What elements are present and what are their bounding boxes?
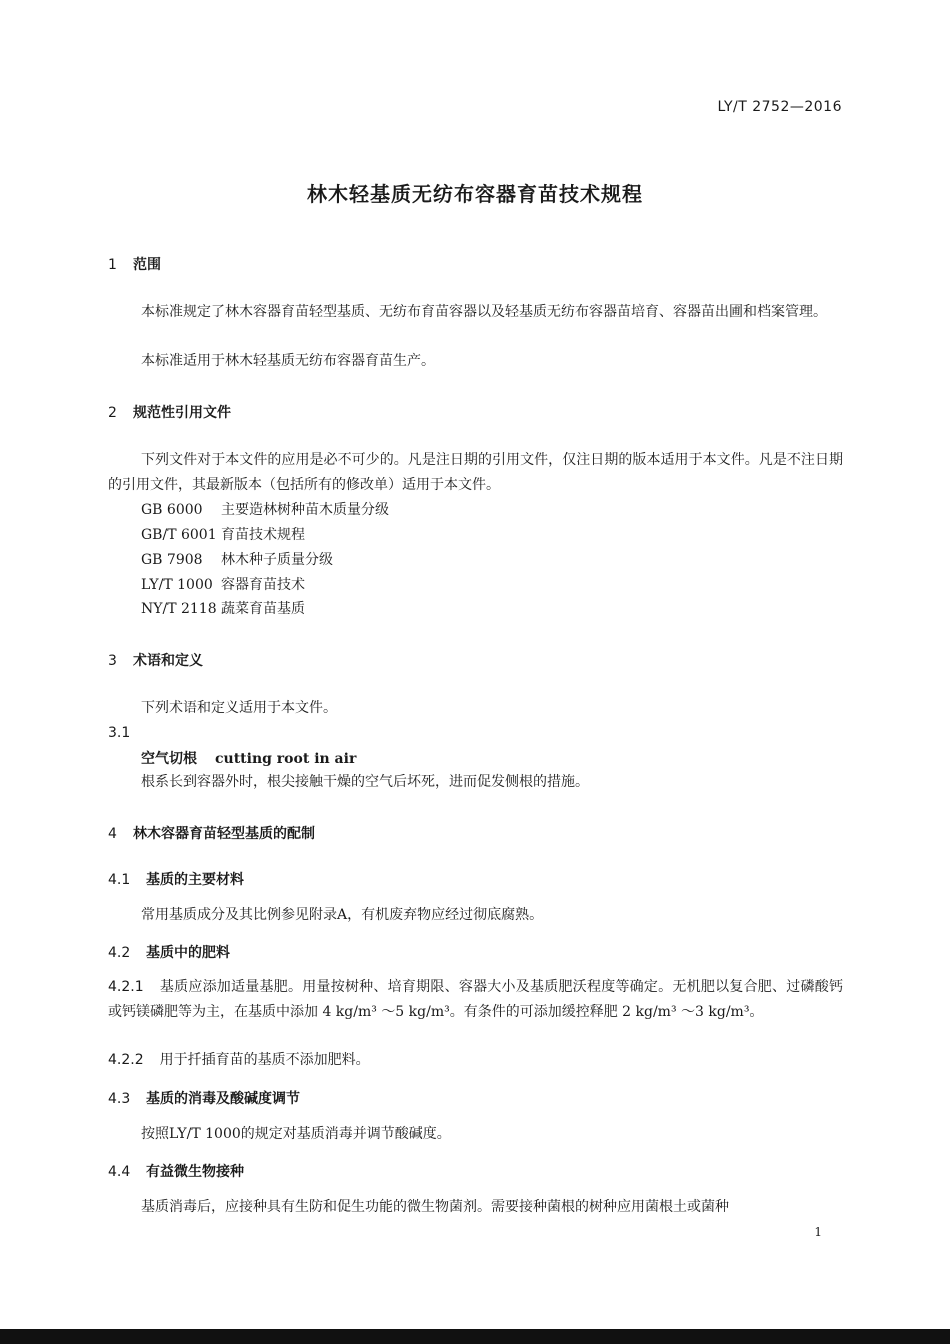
subsection-title: 基质的消毒及酸碱度调节: [146, 1091, 300, 1107]
page-number: 1: [814, 1225, 822, 1239]
clause-number: 4.2.2: [108, 1052, 144, 1068]
section-1-paragraph-1: 本标准规定了林木容器育苗轻型基质、无纺布育苗容器以及轻基质无纺布容器苗培育、容器苗出圃和档案管理。: [141, 304, 827, 320]
subsection-4-2-heading: [108, 942, 230, 962]
subsection-number: 4.3: [108, 1091, 131, 1107]
section-number: 4: [108, 826, 117, 842]
subsection-number: 4.4: [108, 1164, 131, 1180]
subsection-title: 基质中的肥料: [146, 945, 230, 961]
section-number: 3: [108, 653, 117, 669]
bottom-border: [0, 1329, 950, 1344]
section-3-heading: [108, 650, 203, 670]
reference-code: LY/T 1000: [141, 577, 213, 593]
subsection-number: 4.2: [108, 945, 131, 961]
section-title: 规范性引用文件: [133, 405, 231, 421]
subsection-4-3-heading: [108, 1088, 300, 1108]
section-1-paragraph-2: 本标准适用于林木轻基质无纺布容器育苗生产。: [141, 353, 435, 369]
section-1-heading: [108, 254, 161, 274]
reference-title: 育苗技术规程: [221, 527, 305, 543]
reference-title: 主要造林树种苗木质量分级: [221, 502, 389, 518]
subsection-title: 基质的主要材料: [146, 872, 244, 888]
reference-title: 林木种子质量分级: [221, 552, 333, 568]
clause-4-2-1: [108, 975, 843, 1024]
reference-item: [141, 499, 389, 519]
clause-text: 用于扦插育苗的基质不添加肥料。: [159, 1052, 370, 1068]
section-4-heading: [108, 823, 315, 843]
clause-text: 基质应添加适量基肥。用量按树种、培育期限、容器大小及基质肥沃程度等确定。无机肥以复合肥、过磷酸钙或钙镁磷肥等为主，在基质中添加 4 kg/m³ ～5 kg/m³。有条件的可添加缓控释肥 2 kg/m³ ～3 kg/m³。: [108, 979, 843, 1020]
reference-code: GB 6000: [141, 502, 203, 518]
term-chinese: 空气切根: [141, 751, 197, 767]
reference-title: 蔬菜育苗基质: [221, 601, 305, 617]
section-2-paragraph-1: 下列文件对于本文件的应用是必不可少的。凡是注日期的引用文件，仅注日期的版本适用于本文件。凡是不注日期的引用文件，其最新版本（包括所有的修改单）适用于本文件。: [108, 452, 843, 493]
subsection-number: 4.1: [108, 872, 131, 888]
standard-code: LY/T 2752—2016: [717, 99, 842, 115]
clause-number: 4.2.1: [108, 979, 144, 995]
reference-title: 容器育苗技术: [221, 577, 305, 593]
term-entry: [141, 748, 356, 768]
reference-code: GB 7908: [141, 552, 203, 568]
term-english: cutting root in air: [215, 751, 357, 767]
document-title: 林木轻基质无纺布容器育苗技术规程: [307, 182, 643, 206]
section-number: 2: [108, 405, 117, 421]
reference-item: [141, 574, 305, 594]
clause-4-2-2: [108, 1048, 843, 1073]
subsection-4-4-paragraph: 基质消毒后，应接种具有生防和促生功能的微生物菌剂。需要接种菌根的树种应用菌根土或菌种: [141, 1199, 729, 1215]
subsection-4-4-heading: [108, 1161, 244, 1181]
reference-item: [141, 549, 333, 569]
section-2-heading: [108, 402, 231, 422]
reference-code: NY/T 2118: [141, 601, 217, 617]
subsection-4-3-paragraph: 按照LY/T 1000的规定对基质消毒并调节酸碱度。: [141, 1126, 451, 1142]
section-number: 1: [108, 257, 117, 273]
term-definition: 根系长到容器外时，根尖接触干燥的空气后坏死，进而促发侧根的措施。: [141, 774, 589, 790]
reference-item: [141, 524, 305, 544]
section-title: 范围: [133, 257, 161, 273]
reference-code: GB/T 6001: [141, 527, 217, 543]
section-3-paragraph-1: 下列术语和定义适用于本文件。: [141, 700, 337, 716]
subsection-4-1-paragraph: 常用基质成分及其比例参见附录A，有机废弃物应经过彻底腐熟。: [141, 907, 544, 923]
section-title: 林木容器育苗轻型基质的配制: [133, 826, 315, 842]
reference-item: [141, 598, 305, 618]
subsection-4-1-heading: [108, 869, 244, 889]
term-number: 3.1: [108, 725, 131, 741]
subsection-title: 有益微生物接种: [146, 1164, 244, 1180]
section-title: 术语和定义: [133, 653, 203, 669]
